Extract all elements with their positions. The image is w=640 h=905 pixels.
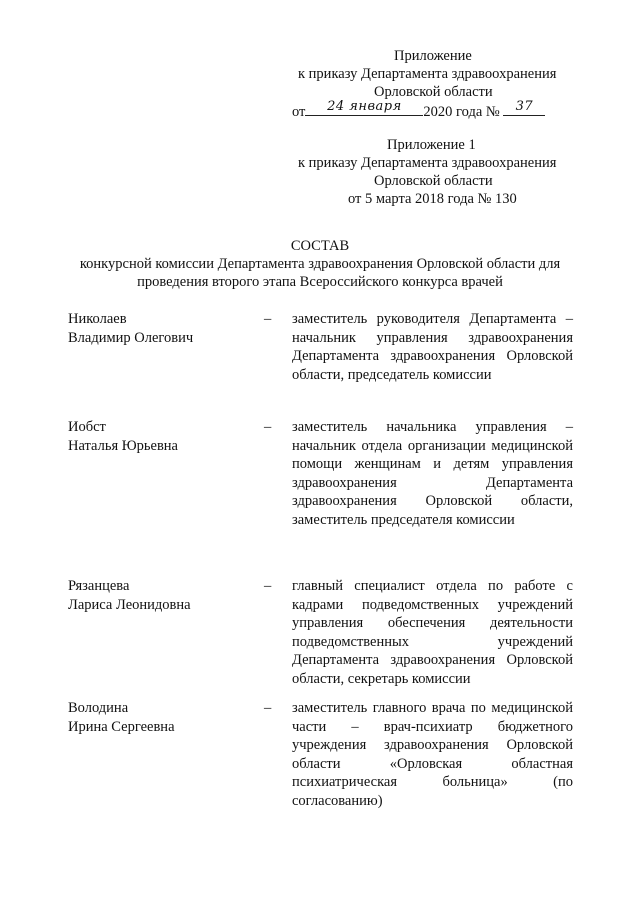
member-surname: Николаев [68, 311, 127, 327]
appendix1-title: Приложение 1 [387, 137, 476, 153]
handwritten-number: 37 [515, 99, 534, 114]
member-dash: – [264, 700, 272, 716]
number-field [503, 101, 545, 116]
document-subtitle-1: конкурсной комиссии Департамента здравоохранения Орловской области для [79, 256, 561, 272]
member-name [68, 310, 248, 347]
handwritten-date: 24 января [327, 99, 402, 114]
appendix-date-line [292, 101, 545, 122]
member-role: заместитель главного врача по медицинской части – врач-психиатр бюджетного учреждения здравоохранения Орловской области «Орловская областная психиатрическая больница» (по согласованию) [292, 700, 573, 809]
date-field [305, 101, 423, 116]
member-name [68, 577, 248, 614]
member-surname: Володина [68, 700, 129, 716]
date-prefix: от [292, 104, 306, 120]
member-surname: Иобст [68, 419, 106, 435]
document-title: СОСТАВ [290, 238, 350, 254]
member-dash: – [264, 578, 272, 594]
appendix1-line-2: Орловской области [374, 173, 493, 189]
appendix1-line-3: от 5 марта 2018 года № 130 [348, 191, 517, 207]
date-mid: 2020 года № [423, 104, 500, 120]
member-role: заместитель начальника управления – начальник отдела организации медицинской помощи женщинам и детям управления здравоохранения Департамента здравоохранения Орловской области, заместитель председателя комиссии [292, 419, 573, 528]
member-role: главный специалист отдела по работе с кадрами подведомственных учреждений управления обеспечения деятельности подведомственных учреждений Департамента здравоохранения Орловской области, секретарь комиссии [292, 578, 573, 687]
member-role: заместитель руководителя Департамента – начальник управления здравоохранения Департамента здравоохранения Орловской области, председатель комиссии [292, 311, 573, 383]
appendix-line-1: к приказу Департамента здравоохранения [298, 66, 557, 82]
member-dash: – [264, 311, 272, 327]
appendix-title: Приложение [394, 48, 472, 64]
member-name [68, 699, 248, 736]
member-given-name: Ирина Сергеевна [68, 718, 175, 735]
document-subtitle-2: проведения второго этапа Всероссийского конкурса врачей [137, 274, 503, 290]
member-surname: Рязанцева [68, 578, 130, 594]
member-given-name: Владимир Олегович [68, 329, 194, 346]
member-given-name: Наталья Юрьевна [68, 437, 178, 454]
appendix1-line-1: к приказу Департамента здравоохранения [298, 155, 557, 171]
member-given-name: Лариса Леонидовна [68, 596, 191, 613]
appendix-line-2: Орловской области [374, 84, 493, 100]
member-dash: – [264, 419, 272, 435]
member-name [68, 418, 248, 455]
